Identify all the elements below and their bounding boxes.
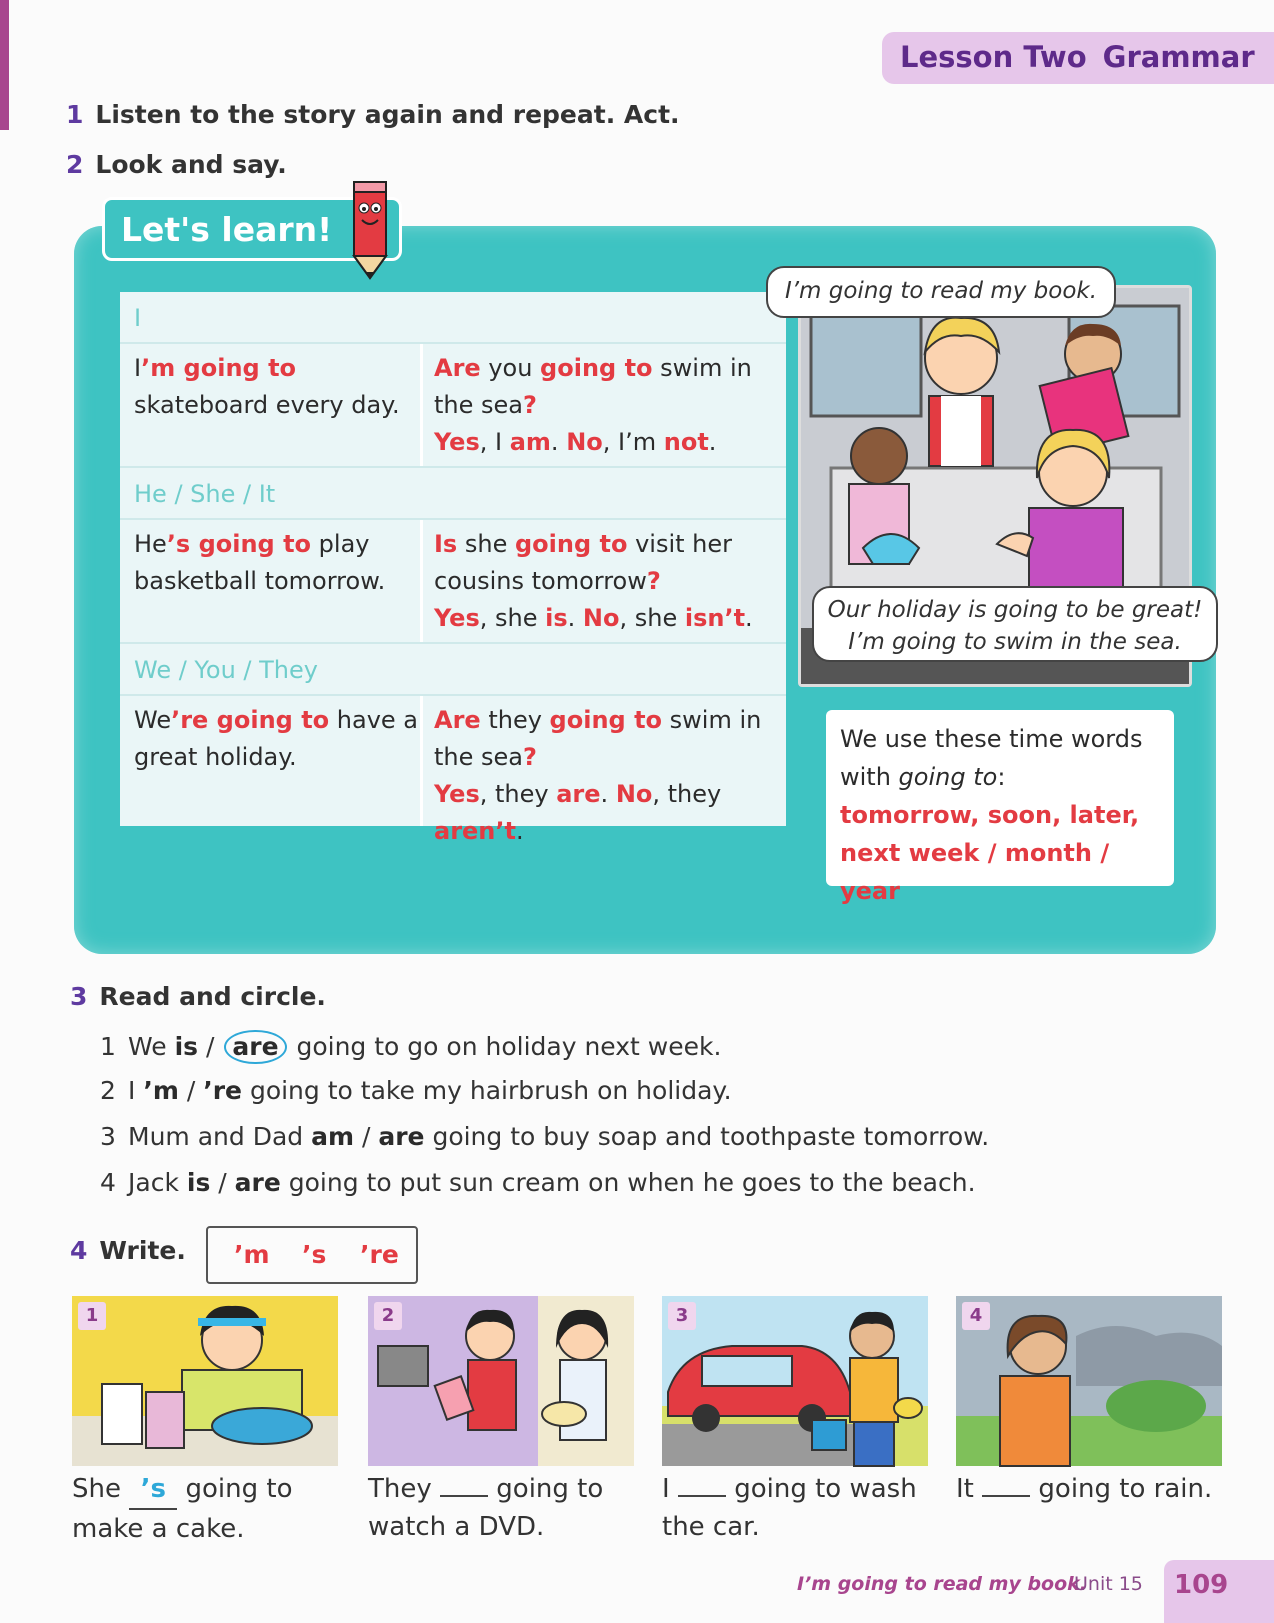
item-text: Jack <box>128 1168 187 1197</box>
body-text: , they <box>479 780 557 808</box>
item-text: going to buy soap and toothpaste tomorrow. <box>424 1122 990 1151</box>
highlight-text: Yes <box>434 428 480 456</box>
answer-blank[interactable]: ’s <box>129 1470 177 1510</box>
highlight-text: Are <box>434 706 481 734</box>
option-1[interactable]: is <box>174 1032 199 1061</box>
item-text: Mum and Dad <box>128 1122 312 1151</box>
exercise-item <box>100 1122 989 1151</box>
body-text: . <box>515 817 524 845</box>
lets-learn-badge: Let's learn! <box>102 197 402 261</box>
table-group-head: We / You / They <box>120 644 786 696</box>
body-text: they <box>480 706 550 734</box>
option-separator: / <box>178 1076 204 1105</box>
option-2[interactable]: ’re <box>203 1076 242 1105</box>
instruction-2: 2 Look and say. <box>66 150 287 179</box>
speech-bubble-bottom: Our holiday is going to be great! I’m going to swim in the sea. <box>812 586 1218 662</box>
option-separator: / <box>354 1122 379 1151</box>
body-text: , they <box>652 780 722 808</box>
exercise-3-title: 3 Read and circle. <box>70 982 326 1011</box>
highlight-text: going to <box>514 530 628 558</box>
body-text: . <box>550 428 567 456</box>
caption-3: I going to wash the car. <box>662 1474 917 1542</box>
highlight-text: Are <box>434 354 481 382</box>
answer-blank[interactable] <box>440 1495 488 1497</box>
body-text: swim in the sea <box>434 706 762 771</box>
highlight-text: Is <box>434 530 458 558</box>
picture-1-baking: 1 <box>72 1296 338 1466</box>
option-1[interactable]: ’m <box>143 1076 179 1105</box>
option-2[interactable]: are <box>224 1030 286 1064</box>
page-number: 109 <box>1164 1560 1274 1623</box>
answer-blank[interactable] <box>982 1495 1030 1497</box>
highlight-text: is <box>545 604 568 632</box>
highlight-text: ’s going to <box>166 530 312 558</box>
highlight-text: ’re going to <box>171 706 330 734</box>
picture-4-rain: 4 <box>956 1296 1222 1466</box>
body-text: . <box>567 604 583 632</box>
highlight-text: isn’t <box>684 604 746 632</box>
option-separator: / <box>210 1168 235 1197</box>
table-row <box>120 696 786 845</box>
item-number: 2 <box>100 1076 116 1105</box>
grammar-table <box>120 292 786 845</box>
table-row <box>120 344 786 468</box>
body-text: , I <box>479 428 510 456</box>
item-text: going to put sun cream on when he goes to the beach. <box>280 1168 976 1197</box>
body-text: swim in the sea <box>434 354 752 419</box>
body-text: . <box>745 604 753 632</box>
page-edge-tab <box>0 0 9 130</box>
body-text: . <box>708 428 717 456</box>
body-text: you <box>480 354 541 382</box>
statement-cell <box>134 526 418 600</box>
highlight-text: not <box>663 428 709 456</box>
pencil-mascot-icon <box>340 172 400 282</box>
time-words-note: We use these time words with going to: tomorrow, soon, later, next week / month / year <box>826 710 1174 886</box>
highlight-text: ’m going to <box>141 354 297 382</box>
body-text: , she <box>619 604 685 632</box>
footer-unit: Unit 15 <box>1074 1573 1143 1595</box>
body-text: skateboard every day. <box>134 391 400 419</box>
word-option: ’s <box>302 1240 327 1269</box>
option-2[interactable]: are <box>234 1168 281 1197</box>
statement-cell <box>134 702 418 776</box>
exercise-item <box>100 1076 732 1105</box>
body-text: have a great holiday. <box>134 706 419 771</box>
item-text: going to go on holiday next week. <box>288 1032 722 1061</box>
highlight-text: No <box>615 780 653 808</box>
option-separator: / <box>198 1032 223 1061</box>
caption-4: It going to rain. <box>956 1474 1213 1504</box>
item-number: 3 <box>100 1122 116 1151</box>
option-1[interactable]: am <box>311 1122 355 1151</box>
highlight-text: going to <box>540 354 653 382</box>
table-group-head: He / She / It <box>120 468 786 520</box>
body-text: , she <box>479 604 546 632</box>
highlight-text: ? <box>523 743 537 771</box>
highlight-text: aren’t <box>434 817 516 845</box>
item-text: I <box>128 1076 144 1105</box>
caption-2: They going to watch a DVD. <box>368 1474 604 1542</box>
highlight-text: ? <box>523 391 537 419</box>
item-text: going to take my hairbrush on holiday. <box>242 1076 732 1105</box>
body-text: He <box>134 530 167 558</box>
exercise-item <box>100 1168 976 1197</box>
footer-title: I’m going to read my book. <box>797 1573 1088 1595</box>
item-text: We <box>128 1032 175 1061</box>
exercise-4-title: 4 Write. <box>70 1236 186 1265</box>
section-label: Grammar <box>1102 40 1255 74</box>
question-cell <box>434 526 779 637</box>
picture-3-car: 3 <box>662 1296 928 1466</box>
highlight-text: Yes <box>434 604 480 632</box>
option-2[interactable]: are <box>378 1122 425 1151</box>
body-text: I <box>134 354 142 382</box>
highlight-text: No <box>566 428 603 456</box>
highlight-text: are <box>556 780 601 808</box>
highlight-text: am <box>509 428 551 456</box>
item-number: 1 <box>100 1032 116 1061</box>
table-group-head: I <box>120 292 786 344</box>
option-1[interactable]: is <box>186 1168 211 1197</box>
table-row <box>120 520 786 644</box>
highlight-text: No <box>582 604 620 632</box>
highlight-text: going to <box>549 706 663 734</box>
body-text: play basketball tomorrow. <box>134 530 386 595</box>
highlight-text: ? <box>646 567 661 595</box>
body-text: We <box>134 706 172 734</box>
answer-blank[interactable] <box>678 1495 726 1497</box>
statement-cell <box>134 350 418 424</box>
word-option: ’m <box>234 1240 270 1269</box>
highlight-text: Yes <box>434 780 480 808</box>
body-text: she <box>457 530 515 558</box>
exercise-item <box>100 1030 721 1064</box>
body-text: . <box>600 780 616 808</box>
question-cell <box>434 702 779 850</box>
body-text: , I’m <box>602 428 664 456</box>
word-bank <box>206 1226 418 1284</box>
lesson-label: Lesson Two <box>900 40 1087 74</box>
item-number: 4 <box>100 1168 116 1197</box>
lesson-header <box>882 32 1274 84</box>
word-option: ’re <box>360 1240 399 1269</box>
body-text: visit her cousins tomorrow <box>434 530 733 595</box>
speech-bubble-top: I’m going to read my book. <box>766 266 1116 318</box>
instruction-1: 1 Listen to the story again and repeat. Act. <box>66 100 680 129</box>
caption-1: She ’s going to make a cake. <box>72 1470 293 1548</box>
question-cell <box>434 350 779 461</box>
picture-2-dvd: 2 <box>368 1296 634 1466</box>
